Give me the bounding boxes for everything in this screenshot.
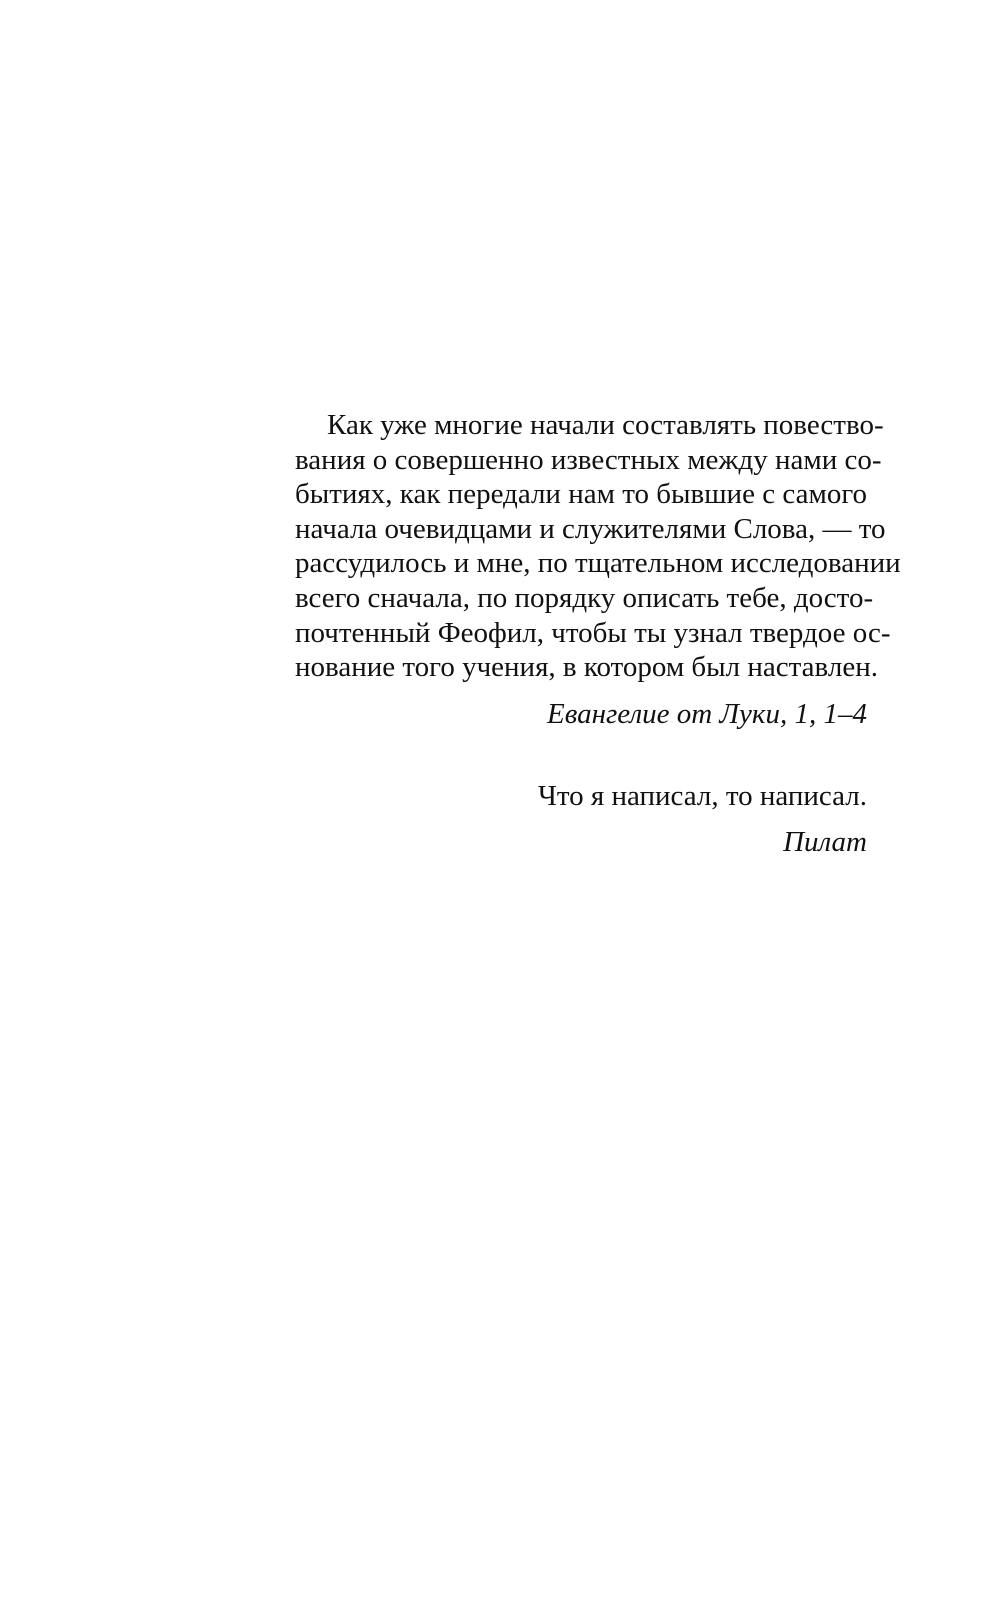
epigraph-1-line: Как уже многие начали составлять повество-	[327, 409, 884, 441]
epigraph-1-line: бытиях, как передали нам то бывшие с самого	[295, 478, 867, 511]
epigraph-2-author: Пилат	[783, 825, 867, 858]
epigraph-1-line: всего сначала, по порядку описать тебе, досто-	[295, 581, 874, 614]
epigraph-1-line: вания о совершенно известных между нами со-	[295, 443, 882, 476]
epigraph-block	[295, 408, 901, 859]
epigraph-1-line: начала очевидцами и служителями Слова, — то	[295, 512, 886, 545]
epigraph-2-text: Что я написал, то написал.	[537, 779, 867, 812]
epigraph-1-text	[295, 408, 901, 685]
epigraph-1-line: рассудилось и мне, по тщательном исследовании	[295, 547, 901, 580]
epigraph-1-source: Евангелие от Луки, 1, 1–4	[547, 697, 867, 730]
epigraph-1-line: почтенный Феофил, чтобы ты узнал твердое ос-	[295, 616, 891, 649]
epigraph-1-line: нование того учения, в котором был наставлен.	[295, 651, 878, 684]
